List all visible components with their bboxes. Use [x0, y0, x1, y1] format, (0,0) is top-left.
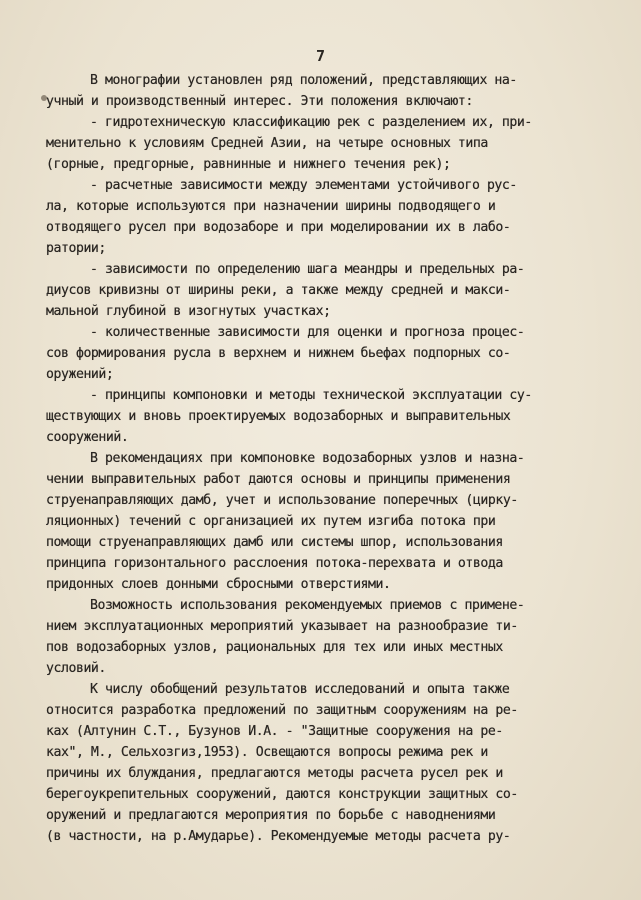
text-line: В рекомендациях при компоновке водозаборных узлов и назна- [90, 451, 525, 466]
text-line: сов формирования русла в верхнем и нижнем бьефах подпорных со- [46, 346, 511, 361]
text-line: - принципы компоновки и методы технической эксплуатации су- [90, 388, 532, 403]
text-line: менительно к условиям Средней Азии, на четыре основных типа [46, 136, 488, 151]
text-line: - расчетные зависимости между элементами устойчивого рус- [90, 178, 517, 193]
text-line: В монографии установлен ряд положений, представляющих на- [90, 73, 517, 88]
text-line: нием эксплуатационных мероприятий указывает на разнообразие ти- [46, 619, 518, 634]
text-line: диусов кривизны от ширины реки, а также между средней и макси- [46, 283, 511, 298]
text-line: ляционных) течений с организацией их путем изгиба потока при [46, 514, 496, 529]
text-line: (в частности, на р.Амударье). Рекомендуемые методы расчета ру- [46, 829, 511, 844]
text-line: помощи струенаправляющих дамб или системы шпор, использования [46, 535, 503, 550]
text-line: условий. [46, 661, 106, 676]
text-line: оружений и предлагаются мероприятия по борьбе с наводнениями [46, 808, 496, 823]
text-line: ратории; [46, 241, 106, 256]
text-line: струенаправляющих дамб, учет и использование поперечных (цирку- [46, 493, 518, 508]
text-line: ках (Алтунин С.Т., Бузунов И.А. - "Защитные сооружения на ре- [46, 724, 503, 739]
text-line: ках", М., Сельхозгиз,1953). Освещаются вопросы режима рек и [46, 745, 488, 760]
text-line: - зависимости по определению шага меандры и предельных ра- [90, 262, 525, 277]
text-line: Возможность использования рекомендуемых приемов с примене- [90, 598, 525, 613]
text-line: причины их блуждания, предлагаются методы расчета русел рек и [46, 766, 503, 781]
text-line: отводящего русел при водозаборе и при моделировании их в лабо- [46, 220, 511, 235]
text-line: чении выправительных работ даются основы и принципы применения [46, 472, 511, 487]
text-line: пов водозаборных узлов, рациональных для тех или иных местных [46, 640, 503, 655]
text-line: ла, которые используются при назначении ширины подводящего и [46, 199, 496, 214]
text-line: К числу обобщений результатов исследований и опыта также [90, 682, 510, 697]
text-line: придонных слоев донными сбросными отверстиями. [46, 577, 391, 592]
text-line: мальной глубиной в изогнутых участках; [46, 304, 331, 319]
text-line: сооружений. [46, 430, 129, 445]
text-line: учный и производственный интерес. Эти положения включают: [46, 94, 473, 109]
text-line: (горные, предгорные, равнинные и нижнего течения рек); [46, 157, 451, 172]
text-line: относится разработка предложений по защитным сооружениям на ре- [46, 703, 518, 718]
text-line: принципа горизонтального расслоения потока-перехвата и отвода [46, 556, 503, 571]
text-line: оружений; [46, 367, 114, 382]
page-number: 7 [315, 47, 326, 65]
text-line: берегоукрепительных сооружений, даются конструкции защитных со- [46, 787, 518, 802]
text-line: - гидротехническую классификацию рек с разделением их, при- [90, 115, 532, 130]
text-line: ществующих и вновь проектируемых водозаборных и выправительных [46, 409, 511, 424]
text-line: - количественные зависимости для оценки и прогноза процес- [90, 325, 525, 340]
